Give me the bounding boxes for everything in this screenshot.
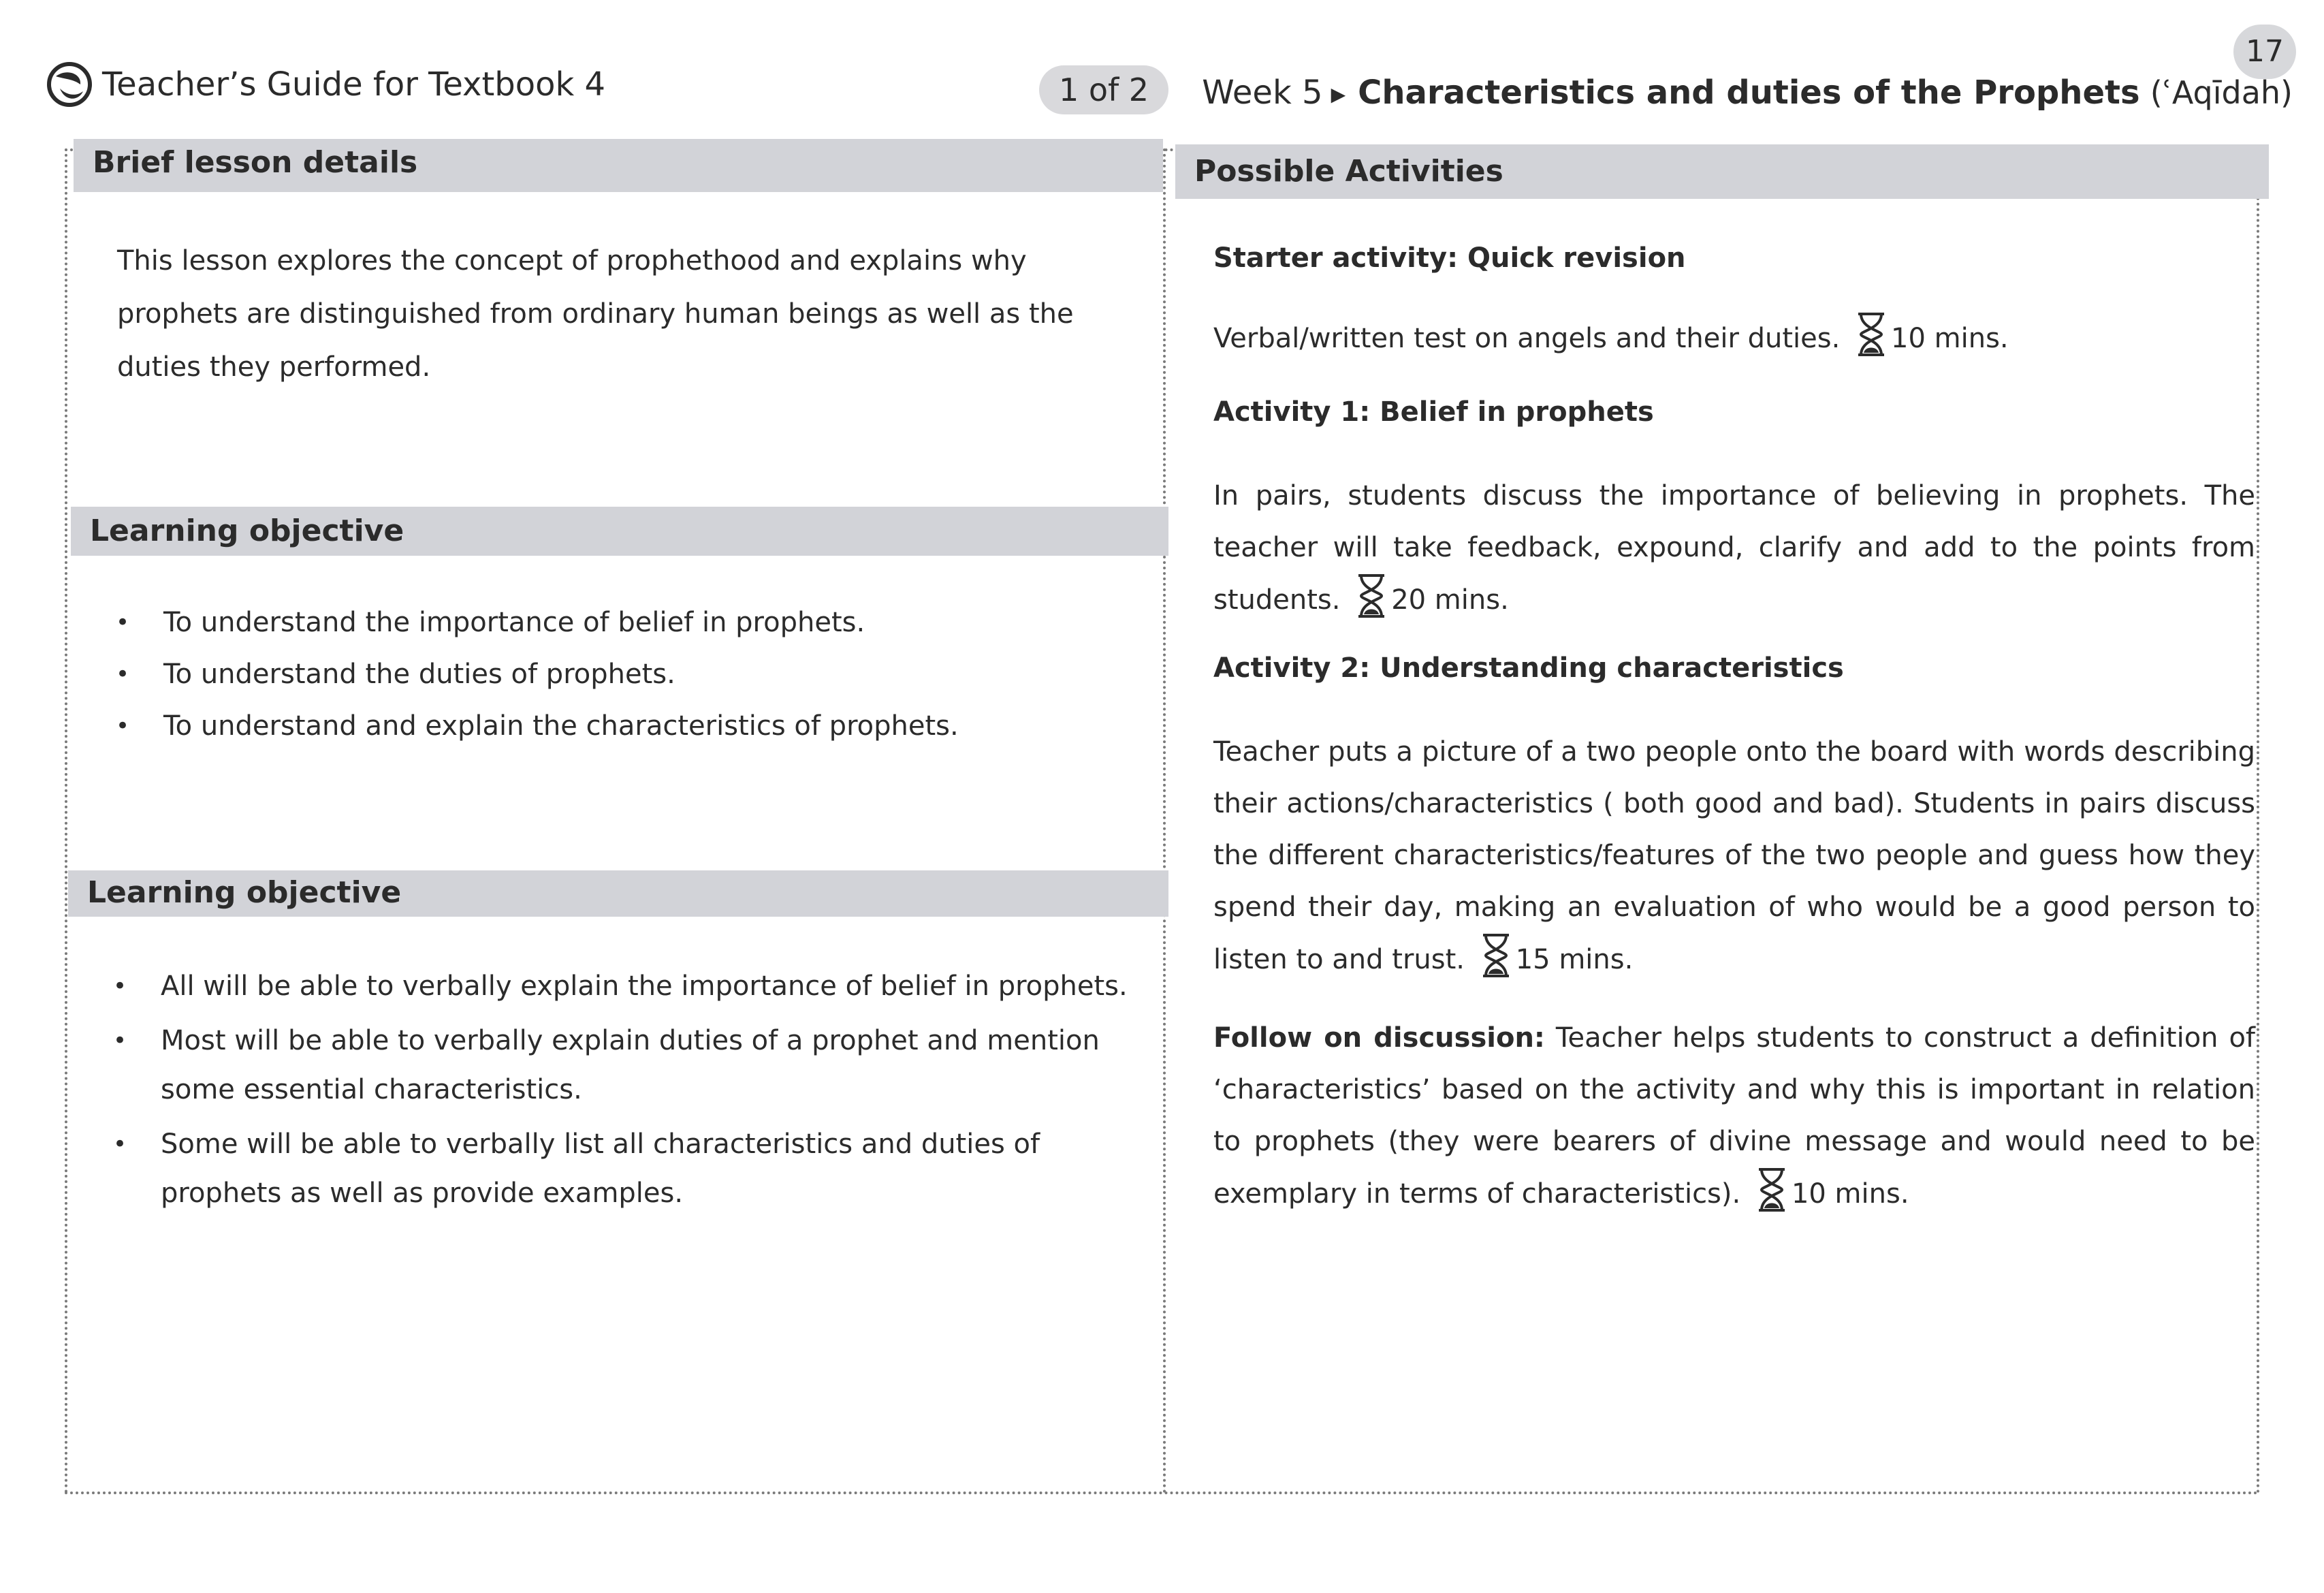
list-item: • Most will be able to verbally explain duties of a prophet and mention some essential characteristics.: [113, 1016, 1148, 1114]
brief-lesson-heading: Brief lesson details: [74, 139, 1163, 192]
activity-1-text: In pairs, students discuss the importance of believing in prophets. The teacher will take feedback, expound, clarify and add to the points from students.: [1213, 480, 2255, 616]
lesson-topic: Characteristics and duties of the Prophets: [1358, 74, 2140, 112]
lesson-header: [1202, 68, 2293, 119]
column-divider: [1163, 148, 1166, 1494]
right-triangle-arrow-icon: ▶: [1331, 83, 1346, 106]
publisher-logo-icon: [46, 61, 93, 108]
week-label: Week 5: [1202, 74, 1323, 112]
hourglass-icon: [1480, 933, 1512, 978]
learning-objective-list: [116, 597, 1151, 752]
starter-activity-title: Starter activity: Quick revision: [1213, 242, 1686, 274]
follow-on-time: 10 mins.: [1791, 1178, 1909, 1210]
starter-activity-text: Verbal/written test on angels and their duties.: [1213, 323, 1841, 354]
guide-title: Teacher’s Guide for Textbook 4: [102, 65, 606, 104]
possible-activities-heading: Possible Activities: [1175, 144, 2269, 199]
starter-activity: [1213, 242, 2255, 274]
activity-2-title: Activity 2: Understanding characteristics: [1213, 652, 1844, 684]
activity-1: [1213, 396, 2255, 428]
list-item: • Some will be able to verbally list all characteristics and duties of prophets as well as provide examples.: [113, 1120, 1148, 1218]
follow-on-title: Follow on discussion:: [1213, 1022, 1545, 1054]
page-indicator: 1 of 2: [1039, 65, 1168, 114]
activity-1-time: 20 mins.: [1391, 584, 1509, 616]
learning-objective-heading: Learning objective: [71, 507, 1168, 556]
brief-lesson-text: This lesson explores the concept of prophethood and explains why prophets are distinguished from ordinary human beings as well as the duties they performed.: [117, 245, 1074, 383]
list-item: • To understand the importance of belief in prophets.: [116, 597, 1151, 648]
list-item: • To understand and explain the characteristics of prophets.: [116, 700, 1151, 752]
activity-1-title: Activity 1: Belief in prophets: [1213, 396, 1654, 428]
hourglass-icon: [1356, 573, 1387, 618]
starter-activity-time: 10 mins.: [1891, 323, 2009, 354]
activity-2: [1213, 652, 2255, 684]
follow-on-discussion: [1213, 1012, 2255, 1220]
hourglass-icon: [1756, 1167, 1787, 1212]
activity-2-body: [1213, 726, 2255, 985]
starter-activity-body: [1213, 312, 2255, 364]
learning-outcome-heading: Learning objective: [68, 870, 1168, 917]
page-number: 17: [2233, 25, 2296, 79]
subject-label: (ʿAqīdah): [2150, 74, 2293, 111]
activity-2-text: Teacher puts a picture of a two people onto the board with words describing their actions/characteristics ( both good and bad). Students in pairs discuss the different characteristics/features of the two people and guess how they spend their day, making an evaluation of who would be a good person to listen to and trust.: [1213, 736, 2255, 975]
activity-2-time: 15 mins.: [1515, 944, 1634, 975]
learning-outcome-list: [113, 962, 1148, 1223]
activity-1-body: [1213, 470, 2255, 626]
list-item: • All will be able to verbally explain the importance of belief in prophets.: [113, 962, 1148, 1011]
follow-on-text: Teacher helps students to construct a definition of ‘characteristics’ based on the activity and why this is important in relation to prophets (they were bearers of divine message and would need to be exemplary in terms of characteristics).: [1213, 1022, 2256, 1210]
list-item: • To understand the duties of prophets.: [116, 648, 1151, 700]
hourglass-icon: [1856, 312, 1887, 357]
